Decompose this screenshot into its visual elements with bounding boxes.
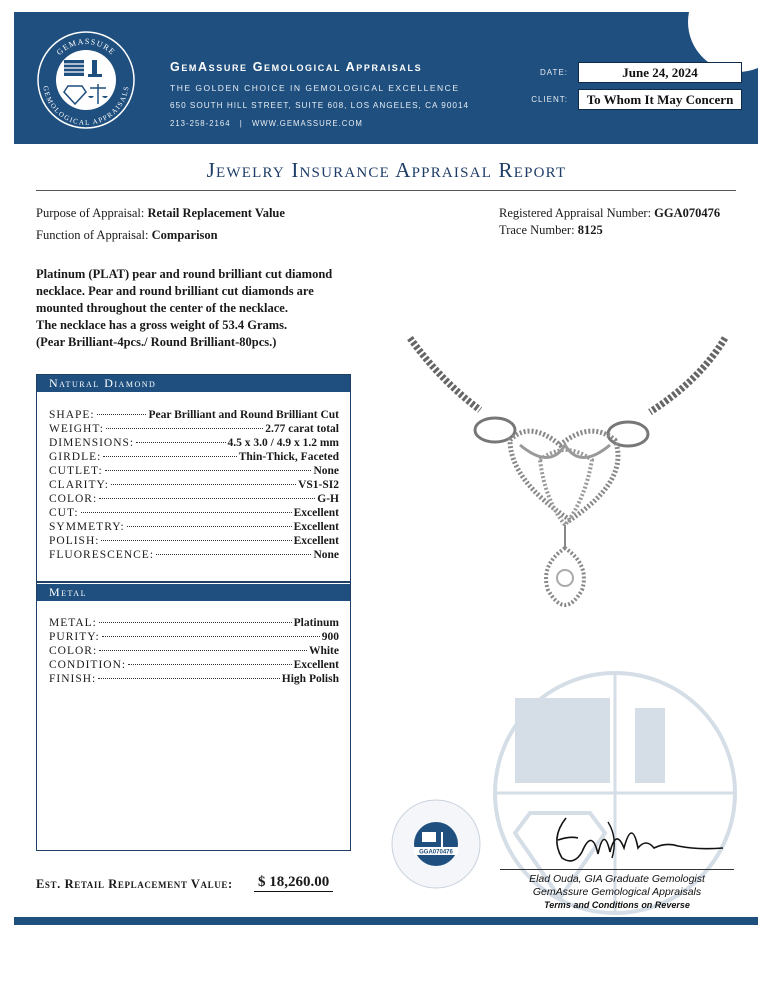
company-address: 650 SOUTH HILL STREET, SUITE 608, LOS ANGELES, CA 90014 [170, 101, 470, 110]
contact-divider: | [239, 119, 243, 128]
estimated-value-label: Est. Retail Replacement Value: [36, 877, 233, 891]
row-value: 900 [321, 631, 339, 643]
spec-table [36, 374, 351, 851]
row-value: None [313, 549, 339, 561]
description-line: Platinum (PLAT) pear and round brilliant cut diamond [36, 267, 333, 281]
row-value: Excellent [293, 659, 339, 671]
row-label: SYMMETRY: [49, 521, 125, 533]
row-label: SHAPE: [49, 409, 95, 421]
diamond-section-heading: Natural Diamond [37, 375, 350, 392]
purpose-label: Purpose of Appraisal: [36, 206, 145, 220]
diamond-row-symmetry [49, 520, 339, 534]
description-line: mounted throughout the center of the necklace. [36, 301, 288, 315]
row-value: High Polish [281, 673, 339, 685]
client-label: CLIENT: [531, 95, 568, 104]
logo-text-bottom: GEMOLOGICAL APPRAISALS [41, 85, 131, 127]
trace-label: Trace Number: [499, 223, 575, 237]
diamond-row-shape [49, 408, 339, 422]
dot-leader [102, 636, 320, 637]
row-value: Excellent [293, 507, 339, 519]
company-contact [170, 119, 363, 128]
row-label: PURITY: [49, 631, 100, 643]
row-value: Platinum [293, 617, 339, 629]
necklace-image [400, 330, 740, 630]
row-label: CUT: [49, 507, 79, 519]
row-label: GIRDLE: [49, 451, 102, 463]
diamond-row-cut [49, 506, 339, 520]
company-tagline: THE GOLDEN CHOICE IN GEMOLOGICAL EXCELLENCE [170, 83, 460, 93]
metal-row-purity [49, 630, 339, 644]
footer-bar [14, 917, 758, 925]
description-line: necklace. Pear and round brilliant cut diamonds are [36, 284, 314, 298]
row-value: G-H [317, 493, 339, 505]
dot-leader [111, 484, 296, 485]
row-value: White [308, 645, 339, 657]
dot-leader [81, 512, 292, 513]
row-label: FLUORESCENCE: [49, 549, 155, 561]
report-title: Jewelry Insurance Appraisal Report [206, 158, 567, 182]
appraisal-seal [390, 798, 482, 890]
diamond-row-cutlet [49, 464, 339, 478]
company-name: GemAssure Gemological Appraisals [170, 60, 423, 74]
dot-leader [156, 554, 311, 555]
purpose-of-appraisal [36, 206, 285, 221]
description-line: (Pear Brilliant-4pcs./ Round Brilliant-80pcs.) [36, 335, 277, 349]
reg-value: GGA070476 [654, 206, 721, 220]
row-value: None [313, 465, 339, 477]
appraiser-company: GemAssure Gemological Appraisals [532, 886, 702, 898]
metal-row-metal [49, 616, 339, 630]
item-description [36, 266, 376, 351]
terms-note: Terms and Conditions on Reverse [544, 900, 690, 910]
row-label: METAL: [49, 617, 97, 629]
company-phone: 213-258-2164 [170, 119, 231, 128]
title-divider [36, 190, 736, 191]
dot-leader [101, 540, 291, 541]
metal-row-color [49, 644, 339, 658]
row-value: VS1-SI2 [298, 479, 339, 491]
row-value: Thin-Thick, Faceted [238, 451, 339, 463]
row-value: 2.77 carat total [265, 423, 339, 435]
section-divider [37, 581, 350, 583]
seal-code: GGA070476 [419, 849, 453, 856]
row-label: CUTLET: [49, 465, 103, 477]
diamond-row-fluorescence [49, 548, 339, 562]
row-label: FINISH: [49, 673, 97, 685]
metal-row-finish [49, 672, 339, 686]
trace-value: 8125 [577, 223, 603, 237]
dot-leader [106, 428, 263, 429]
signature-block [500, 873, 734, 912]
function-label: Function of Appraisal: [36, 228, 149, 242]
row-value: Excellent [293, 535, 339, 547]
row-label: COLOR: [49, 493, 98, 505]
dot-leader [136, 442, 225, 443]
row-label: POLISH: [49, 535, 100, 547]
diamond-row-color [49, 492, 339, 506]
appraiser-name: Elad Ouda, GIA Graduate Gemologist [529, 873, 705, 885]
dot-leader [97, 414, 147, 415]
row-label: DIMENSIONS: [49, 437, 135, 449]
registered-appraisal-number [499, 206, 720, 221]
signature-line [500, 869, 734, 870]
dot-leader [98, 678, 280, 679]
header-banner [14, 12, 758, 144]
dot-leader [128, 664, 292, 665]
company-website[interactable]: WWW.GEMASSURE.COM [251, 119, 363, 128]
diamond-row-clarity [49, 478, 339, 492]
metal-row-condition [49, 658, 339, 672]
dot-leader [127, 526, 292, 527]
row-value: Excellent [293, 521, 339, 533]
dot-leader [99, 650, 307, 651]
row-label: CLARITY: [49, 479, 109, 491]
function-value: Comparison [151, 228, 218, 242]
estimated-value: $ 18,260.00 [254, 874, 333, 892]
diamond-row-girdle [49, 450, 339, 464]
trace-number [499, 223, 603, 238]
signature [548, 808, 728, 868]
description-line: The necklace has a gross weight of 53.4 Grams. [36, 318, 288, 332]
client-value: To Whom It May Concern [578, 89, 742, 110]
gemassure-logo [36, 30, 136, 130]
date-value: June 24, 2024 [578, 62, 742, 83]
dot-leader [103, 456, 236, 457]
row-value: Pear Brilliant and Round Brilliant Cut [148, 409, 339, 421]
logo-text-top: GEMASSURE [54, 36, 118, 57]
diamond-row-weight [49, 422, 339, 436]
row-value: 4.5 x 3.0 / 4.9 x 1.2 mm [227, 437, 339, 449]
diamond-row-dimensions [49, 436, 339, 450]
dot-leader [105, 470, 312, 471]
function-of-appraisal [36, 228, 218, 243]
purpose-value: Retail Replacement Value [147, 206, 285, 220]
row-label: WEIGHT: [49, 423, 104, 435]
date-label: DATE: [540, 68, 568, 77]
diamond-row-polish [49, 534, 339, 548]
row-label: COLOR: [49, 645, 98, 657]
reg-label: Registered Appraisal Number: [499, 206, 652, 220]
dot-leader [99, 622, 292, 623]
dot-leader [99, 498, 315, 499]
row-label: CONDITION: [49, 659, 127, 671]
metal-section-heading: Metal [37, 584, 350, 601]
